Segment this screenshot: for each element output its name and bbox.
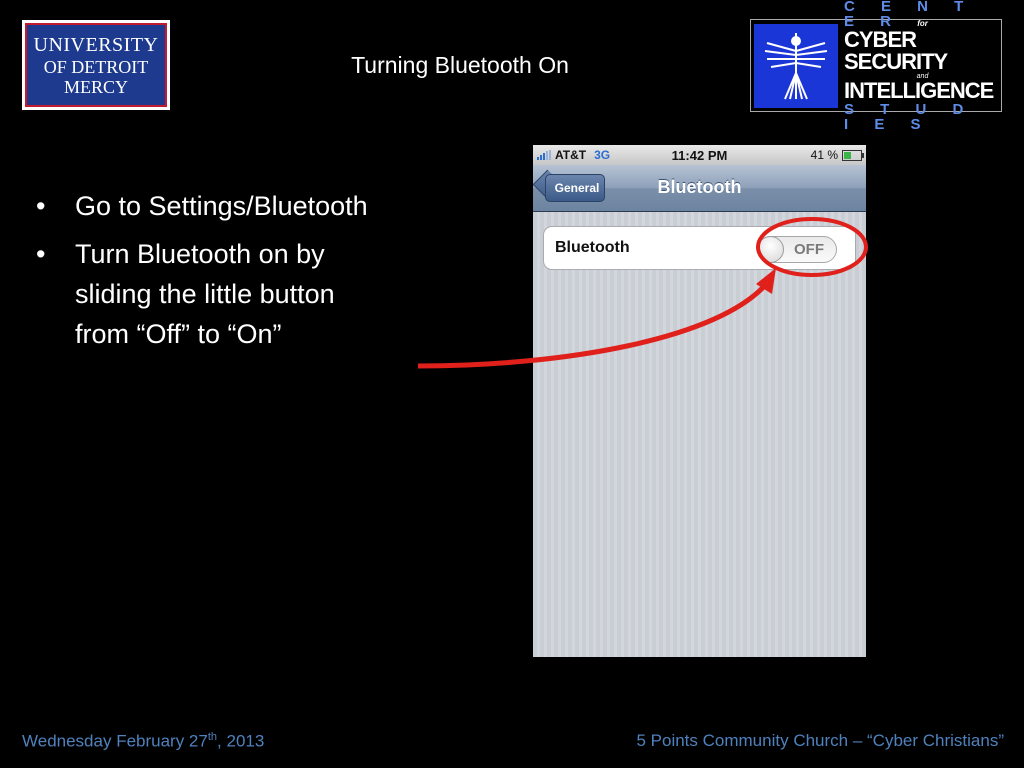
instruction-item [36, 234, 396, 354]
udm-logo-line1: UNIVERSITY [33, 33, 159, 56]
toggle-knob[interactable] [757, 236, 784, 263]
battery-icon [842, 150, 862, 161]
ccs-logo-line2: CYBER SECURITY [844, 27, 948, 74]
udm-logo-line2: OF DETROIT [43, 56, 149, 77]
instruction-text: Turn Bluetooth on by sliding the little button from “Off” to “On” [75, 239, 335, 349]
carrier-name: AT&T [555, 148, 587, 162]
status-bar [533, 145, 866, 165]
bluetooth-toggle[interactable] [757, 236, 837, 263]
ccs-logo-line3: INTELLIGENCE [844, 78, 994, 103]
ccs-logo-line1: C E N T E R [844, 0, 975, 30]
eagle-emblem-icon [754, 24, 838, 108]
bluetooth-setting-label: Bluetooth [555, 239, 630, 256]
ccs-logo-line2-small: and [916, 73, 929, 80]
ccs-logo-text [844, 0, 1001, 132]
bullet-marker: • [36, 191, 46, 221]
footer-date-suffix: , 2013 [217, 731, 265, 751]
footer-date-prefix: Wednesday February 27 [22, 731, 208, 751]
battery-status [811, 148, 862, 162]
ccs-logo-line4: S T U D I E S [844, 101, 975, 133]
instruction-item [36, 186, 396, 226]
footer-event: 5 Points Community Church – “Cyber Christians” [636, 731, 1004, 750]
nav-title: Bluetooth [657, 177, 742, 197]
slide-title: Turning Bluetooth On [351, 52, 569, 78]
instruction-list [36, 186, 396, 362]
bluetooth-setting-row [543, 226, 856, 270]
bullet-marker: • [36, 239, 46, 269]
navigation-bar [533, 165, 866, 212]
ccs-logo-line1-small: for [917, 19, 928, 28]
instruction-text: Go to Settings/Bluetooth [75, 191, 368, 221]
footer-date [22, 731, 264, 752]
udm-logo-line3: MERCY [63, 76, 128, 97]
udm-logo-panel [25, 23, 167, 107]
status-time: 11:42 PM [671, 147, 728, 163]
battery-percent: 41 % [810, 148, 838, 162]
battery-fill [844, 152, 851, 159]
udm-logo [22, 20, 170, 110]
ccs-logo [750, 0, 1002, 133]
network-type: 3G [594, 148, 611, 162]
toggle-state-label: OFF [794, 241, 824, 258]
phone-screenshot [533, 145, 866, 657]
back-button-general[interactable]: General [545, 174, 605, 202]
footer-date-sup: th [207, 731, 218, 743]
